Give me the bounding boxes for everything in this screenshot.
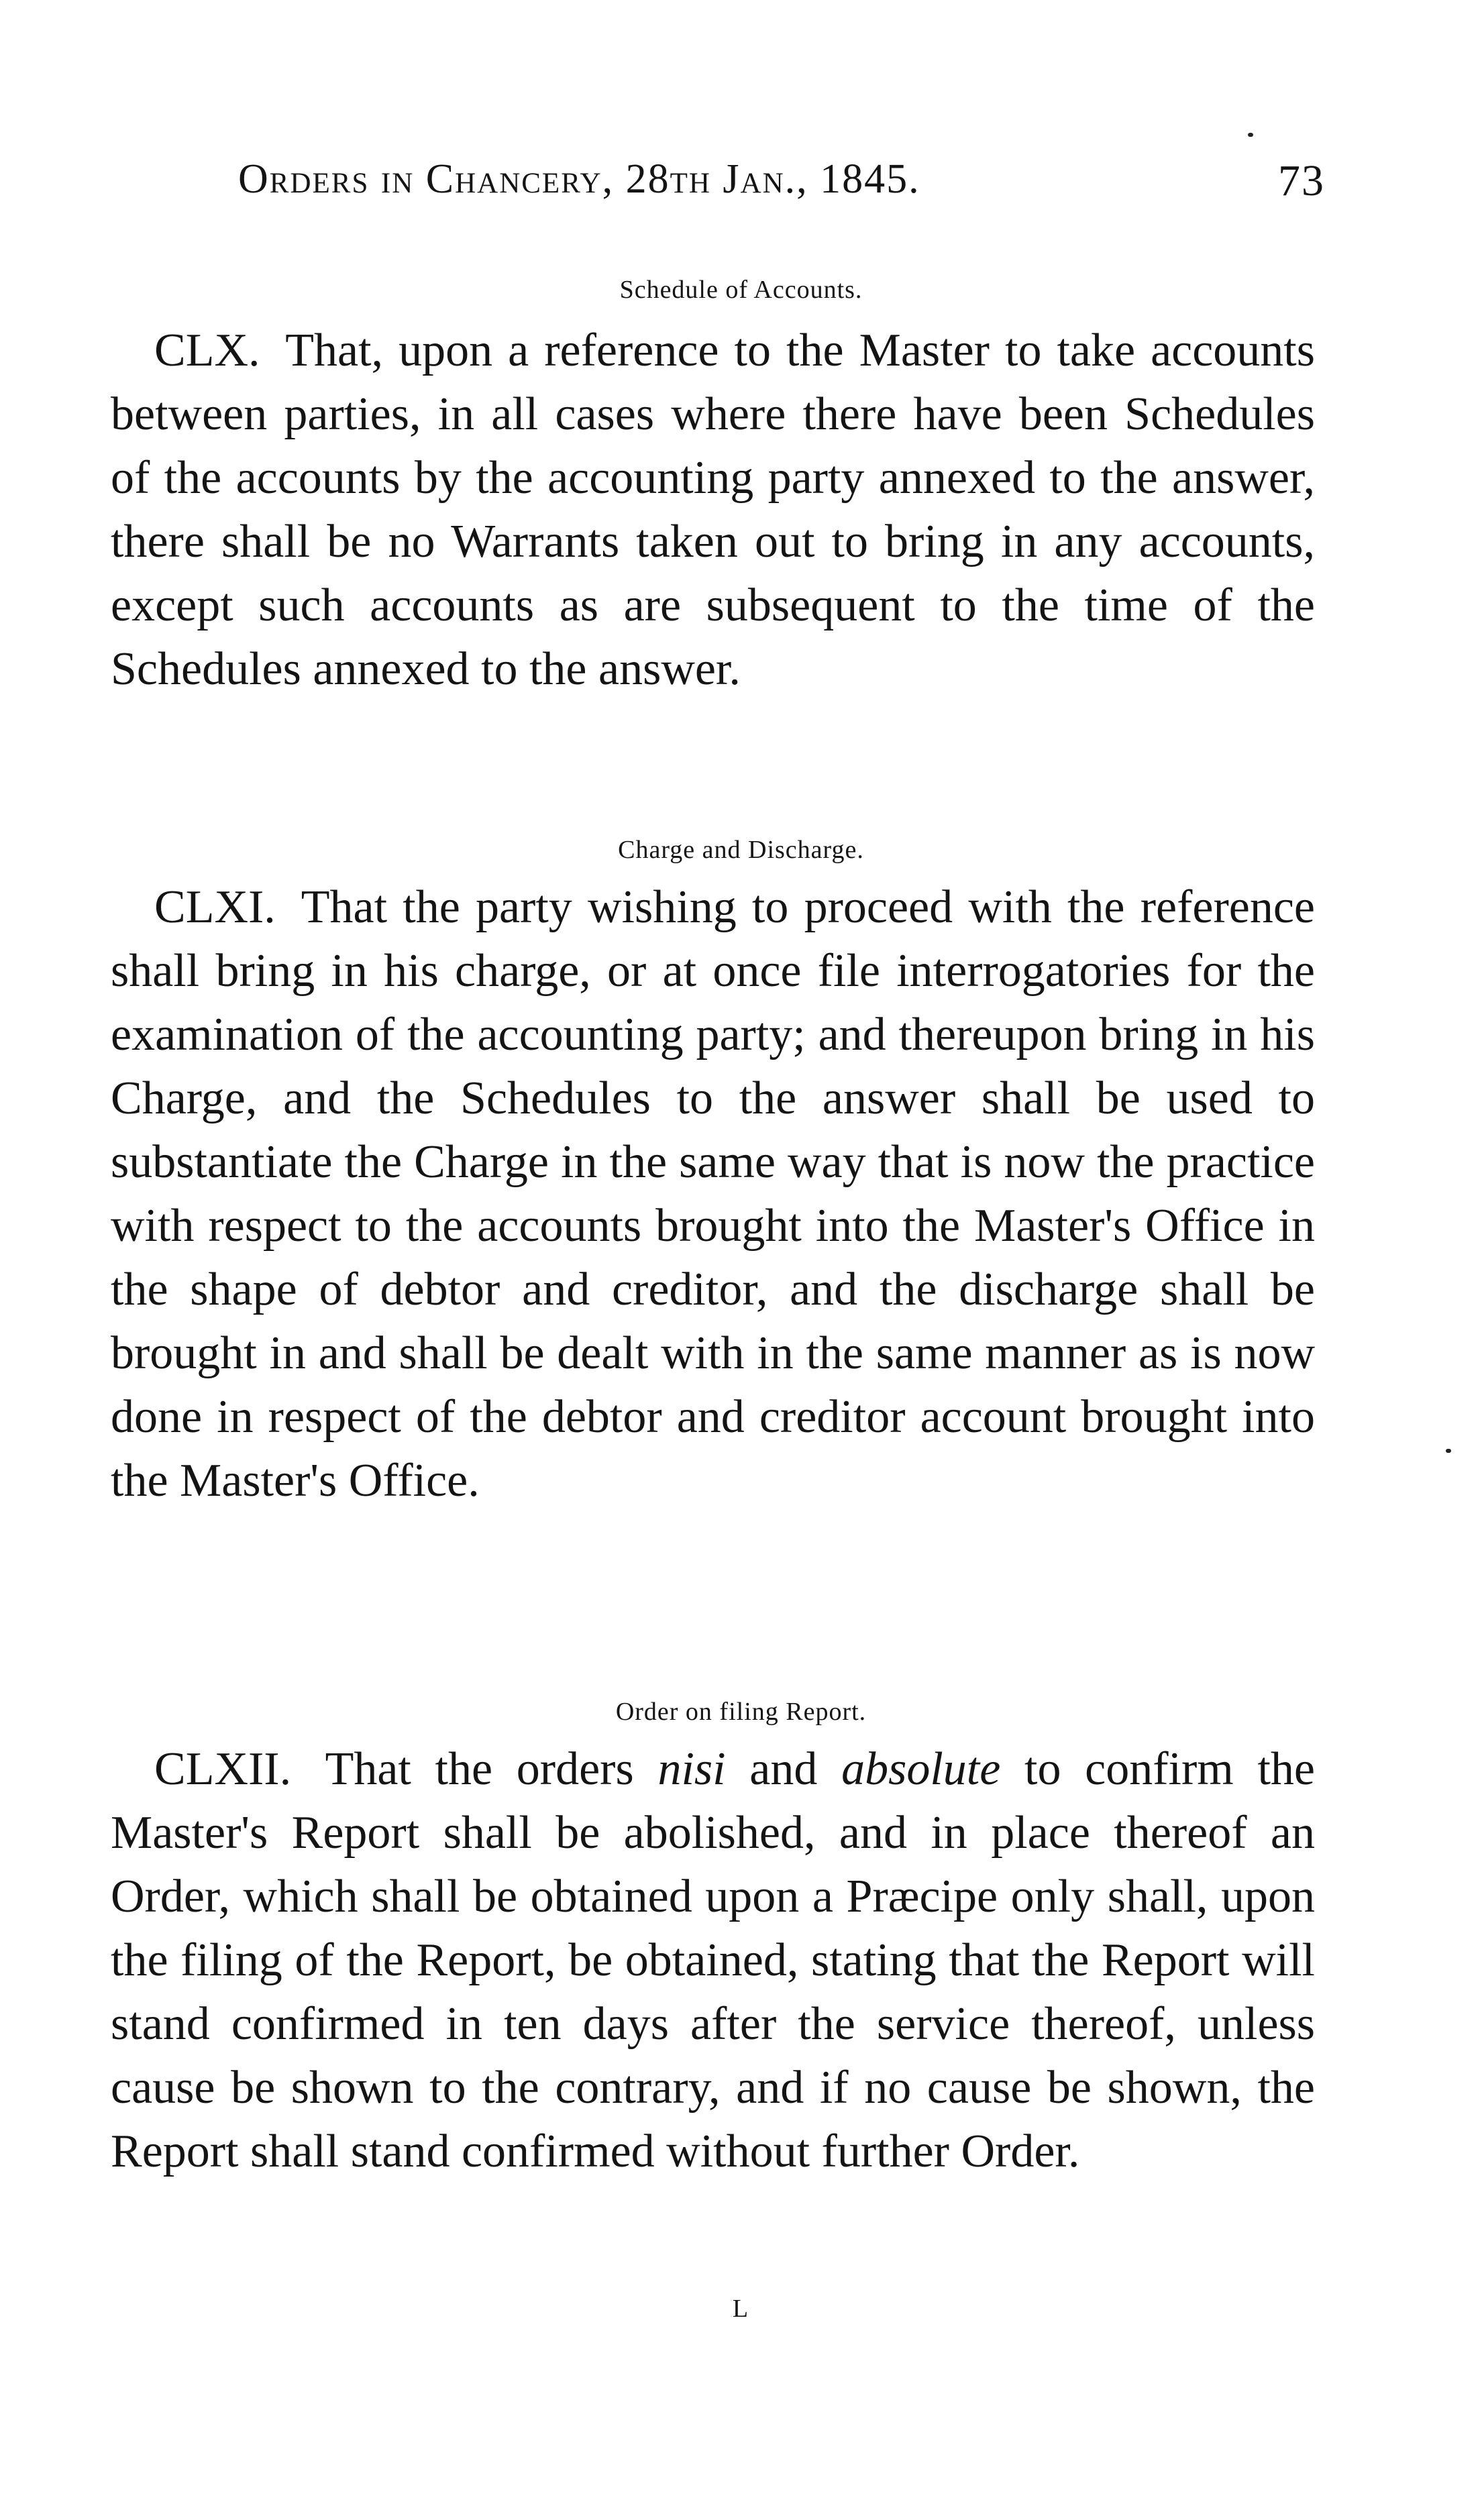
paragraph-text: That, upon a reference to the Master to take accounts between parties, in all cases where there have been Schedules of the accounts by the accounting party annexed to the answer, there shall be no Warrants taken out to bring in any accounts, except such accounts as are subsequent to the time of the Schedules annexed to the answer.: [111, 325, 1315, 695]
sidenote-schedule-of-accounts: Schedule of Accounts.: [619, 276, 863, 304]
section-number: CLXII.: [154, 1743, 292, 1795]
paragraph-text: That the party wishing to proceed with the reference shall bring in his charge, or at once file interrogatories for the examination of the accounting party; and thereupon bring in his Charge, and the Schedules to the answer shall be used to substantiate the Charge in the same way that is now the practice with respect to the accounts brought into the Master's Office in the shape of debtor and creditor, and the discharge shall be brought in and shall be dealt with in the same manner as is now done in respect of the debtor and creditor account brought into the Master's Office.: [111, 881, 1315, 1506]
running-header: [238, 156, 1325, 216]
italic-term: nisi: [657, 1743, 726, 1795]
paragraph-text: and: [725, 1743, 842, 1795]
paragraph-clxii: [111, 1737, 1315, 2183]
italic-term: absolute: [841, 1743, 1001, 1795]
signature-mark: L: [732, 2295, 750, 2323]
section-number: CLXI.: [154, 881, 276, 933]
print-speck: [1248, 133, 1253, 137]
paragraph-clxi: [111, 875, 1315, 1513]
sidenote-charge-and-discharge: Charge and Discharge.: [618, 836, 864, 864]
paragraph-text: to confirm the Master's Report shall be abolished, and in place thereof an Order, which shall be obtained upon a Præcipe only shall, upon the filing of the Report, be obtained, stating that the Report will stand confirmed in ten days after the service thereof, unless cause be shown to the contrary, and if no cause be shown, the Report shall stand confirmed without further Order.: [111, 1743, 1315, 2177]
paragraph-text: That the orders: [302, 1743, 658, 1795]
section-number: CLX.: [154, 325, 260, 376]
print-speck: [1446, 1449, 1451, 1453]
header-title: Orders in Chancery, 28th Jan., 1845.: [238, 156, 920, 202]
paragraph-clx: [111, 319, 1315, 701]
sidenote-order-on-filing-report: Order on filing Report.: [615, 1698, 867, 1726]
page-number: 73: [1278, 156, 1325, 205]
